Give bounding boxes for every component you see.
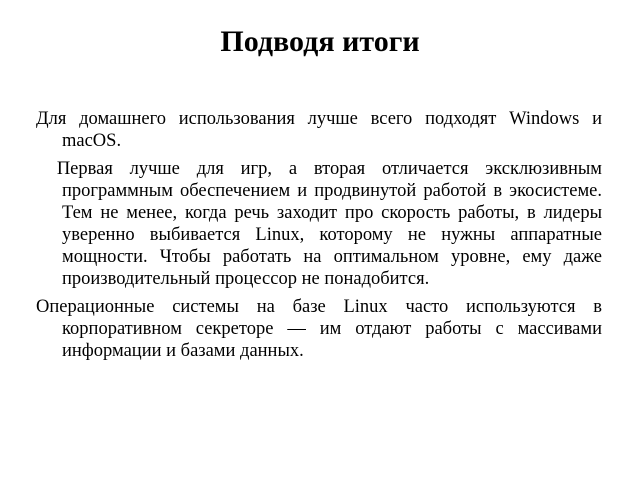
paragraph-linux-corporate: Операционные системы на базе Linux часто используются в корпоративном секреторе — им отдают работы с массивами информации и базами данных. <box>36 297 602 361</box>
slide-body <box>36 108 607 368</box>
paragraph-home-use: Для домашнего использования лучше всего подходят Windows и macOS. <box>36 109 602 151</box>
paragraph-comparison: Первая лучше для игр, а вторая отличается эксклюзивным программным обеспечением и продвинутой работой в экосистеме. Тем не менее, когда речь заходит про скорость работы, в лидеры уверенно выбивается Linux, которому не нужны аппаратные мощности. Чтобы работать на оптимальном уровне, ему даже производительный процессор не понадобится. <box>40 159 607 289</box>
slide-title: Подводя итоги <box>220 25 420 58</box>
